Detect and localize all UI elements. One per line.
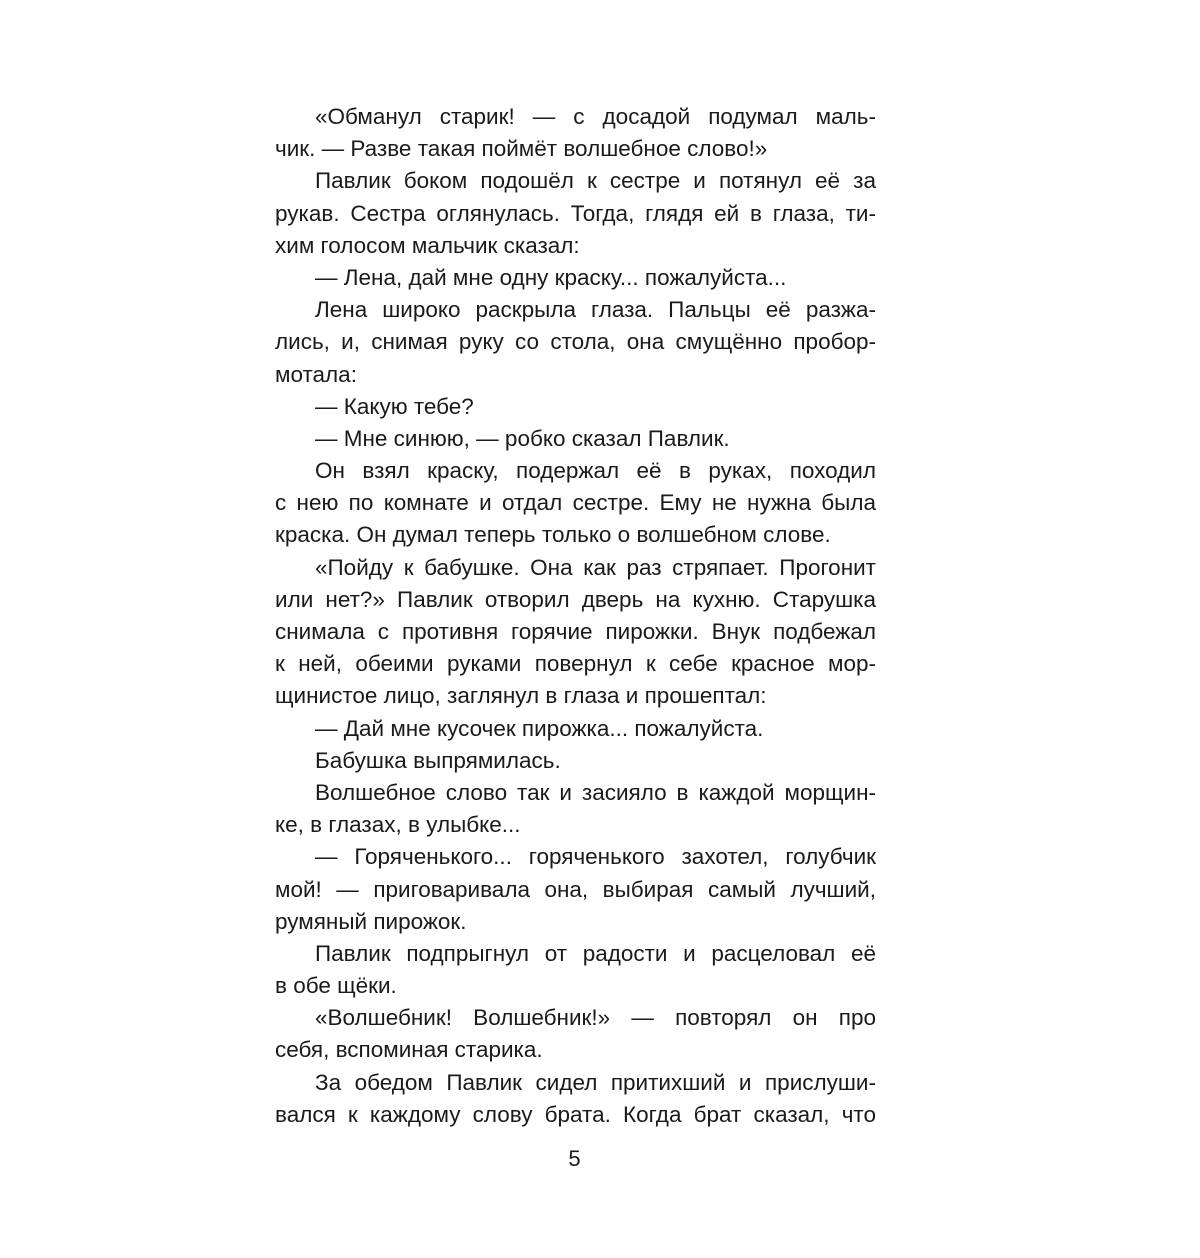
text-line: чик. — Разве такая поймёт волшебное слово!»	[275, 136, 768, 162]
page-number: 5	[568, 1146, 581, 1171]
text-line: лись, и, снимая руку со стола, она смущённо пробор-	[275, 329, 876, 355]
text-line: или нет?» Павлик отворил дверь на кухню. Старушка	[275, 586, 876, 612]
text-line: За обедом Павлик сидел притихший и прислуши-	[315, 1069, 876, 1095]
text-line: хим голосом мальчик сказал:	[275, 232, 580, 258]
paragraph	[275, 777, 876, 841]
text-line: ке, в глазах, в улыбке...	[275, 812, 521, 838]
text-line: краска. Он думал теперь только о волшебном слове.	[275, 522, 831, 548]
text-line: в обе щёки.	[275, 973, 397, 999]
text-line: себя, вспоминая старика.	[275, 1037, 543, 1063]
paragraph	[275, 262, 876, 294]
text-line: с нею по комнате и отдал сестре. Ему не нужна была	[275, 490, 876, 516]
text-line: Лена широко раскрыла глаза. Пальцы её разжа-	[315, 297, 876, 323]
text-line: Он взял краску, подержал её в руках, походил	[315, 458, 876, 484]
text-line: — Дай мне кусочек пирожка... пожалуйста.	[315, 715, 764, 741]
text-line: Бабушка выпрямилась.	[315, 747, 561, 773]
paragraph	[275, 745, 876, 777]
text-line: «Пойду к бабушке. Она как раз стряпает. Прогонит	[315, 554, 876, 580]
text-line: мой! — приговаривала она, выбирая самый лучший,	[275, 876, 876, 902]
paragraph	[275, 1067, 876, 1131]
text-line: вался к каждому слову брата. Когда брат сказал, что	[275, 1101, 876, 1127]
text-line: Павлик подпрыгнул от радости и расцеловал её	[315, 940, 876, 966]
paragraph	[275, 423, 876, 455]
text-line: «Волшебник! Волшебник!» — повторял он про	[315, 1005, 876, 1031]
text-line: щинистое лицо, заглянул в глаза и прошептал:	[275, 683, 767, 709]
text-line: мотала:	[275, 361, 357, 387]
paragraph	[275, 165, 876, 262]
text-line: к ней, обеими руками повернул к себе красное мор-	[275, 651, 876, 677]
paragraph	[275, 294, 876, 391]
paragraph	[275, 391, 876, 423]
page-body-text	[275, 101, 876, 1131]
paragraph	[275, 841, 876, 938]
text-line: снимала с противня горячие пирожки. Внук подбежал	[275, 619, 876, 644]
text-line: — Мне синюю, — робко сказал Павлик.	[315, 425, 730, 451]
paragraph	[275, 552, 876, 713]
text-line: румяный пирожок.	[275, 908, 467, 934]
paragraph	[275, 713, 876, 745]
text-line: — Лена, дай мне одну краску... пожалуйста...	[315, 264, 787, 290]
text-line: «Обманул старик! — с досадой подумал маль-	[315, 104, 876, 129]
text-line: Волшебное слово так и засияло в каждой морщин-	[315, 779, 876, 805]
text-line: — Какую тебе?	[315, 393, 474, 419]
text-line: — Горяченького... горяченького захотел, голубчик	[315, 844, 876, 870]
paragraph	[275, 1002, 876, 1066]
paragraph	[275, 455, 876, 552]
paragraph	[275, 101, 876, 165]
paragraph	[275, 938, 876, 1002]
text-line: рукав. Сестра оглянулась. Тогда, глядя ей в глаза, ти-	[275, 200, 876, 226]
text-line: Павлик боком подошёл к сестре и потянул её за	[315, 168, 876, 194]
